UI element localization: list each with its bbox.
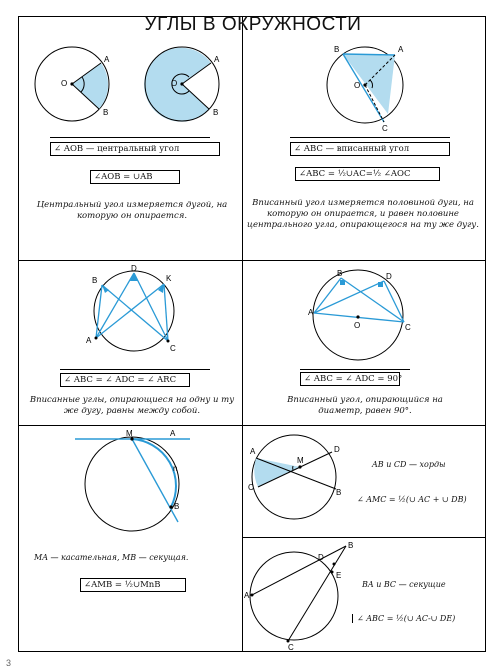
row-divider: [242, 537, 486, 538]
column-divider: [242, 16, 243, 652]
equal-angles-caption: ∠ ABC = ∠ ADC = ∠ ARC: [60, 373, 190, 387]
tangent-secant-text: MA — касательная, MB — секущая.: [34, 553, 189, 562]
tangent-secant-formula: ∠AMB = ½∪MnB: [80, 578, 186, 592]
label-O: O: [61, 79, 68, 88]
secants-text: BA и BC — секущие: [362, 580, 446, 589]
inscribed-angle-caption: ∠ ABC — вписанный угол: [290, 142, 450, 156]
rule: [300, 369, 410, 370]
label-B: B: [174, 502, 180, 511]
tangent-secant-figure: [70, 428, 200, 528]
label-A: A: [244, 591, 250, 600]
label-A: A: [214, 55, 220, 64]
label-n: n: [173, 464, 178, 473]
diameter-angle-caption: ∠ ABC = ∠ ADC = 90°: [300, 372, 400, 386]
rule: [50, 137, 210, 138]
chords-text: AB и CD — хорды: [372, 460, 446, 469]
label-C: C: [248, 483, 254, 492]
inscribed-angle-formula: ∠ABC = ½∪AC=½ ∠AOC: [295, 167, 440, 181]
label-B: B: [336, 488, 342, 497]
label-A: A: [170, 429, 176, 438]
label-A: A: [308, 308, 314, 317]
label-C: C: [288, 643, 294, 652]
secants-formula: ∠ ABC = ½(∪ AC-∪ DE): [352, 614, 455, 623]
rule: [290, 137, 450, 138]
label-B: B: [103, 108, 109, 117]
label-E: E: [336, 571, 342, 580]
label-B: B: [348, 541, 354, 550]
label-D: D: [131, 264, 137, 273]
page-title: УГЛЫ В ОКРУЖНОСТИ: [144, 14, 362, 35]
central-angle-formula: ∠AOB = ∪AB: [90, 170, 180, 184]
label-C: C: [405, 323, 411, 332]
label-D: D: [334, 445, 340, 454]
diameter-angle-note: Вписанный угол, опирающийся на диаметр, равен 90°.: [287, 395, 443, 416]
row-divider: [18, 425, 486, 426]
page-number: 3: [6, 658, 12, 668]
label-B: B: [337, 269, 343, 278]
central-angle-figure: [24, 44, 234, 124]
label-O: O: [354, 81, 361, 90]
central-angle-note: Центральный угол измеряется дугой, на которую он опирается.: [36, 200, 228, 221]
equal-angles-figure: [80, 265, 190, 357]
label-M: M: [297, 456, 304, 465]
chords-formula: ∠ AMC = ½(∪ AC + ∪ DB): [357, 495, 467, 504]
equal-angles-note: Вписанные углы, опирающиеся на одну и ту же дугу, равны между собой.: [29, 395, 235, 416]
label-A: A: [86, 336, 92, 345]
chords-figure: [248, 432, 348, 526]
inscribed-angle-figure: [310, 40, 420, 132]
label-C: C: [170, 344, 176, 353]
label-D: D: [386, 272, 392, 281]
central-angle-caption: ∠ AOB — центральный угол: [50, 142, 220, 156]
label-A: A: [398, 45, 404, 54]
row-divider: [18, 260, 486, 261]
label-A: A: [250, 447, 256, 456]
label-B: B: [213, 108, 219, 117]
two-secants-figure: [244, 540, 358, 652]
label-O: O: [171, 79, 178, 88]
inscribed-angle-note: Вписанный угол измеряется половиной дуги, на которую он опирается, и равен половине центрального угла, опирающегося на ту же дугу.: [247, 198, 479, 230]
label-B: B: [334, 45, 340, 54]
label-K: K: [166, 274, 172, 283]
label-O: O: [354, 321, 361, 330]
label-B: B: [92, 276, 98, 285]
label-D: D: [318, 553, 324, 562]
diameter-angle-figure: [310, 268, 420, 338]
label-A: A: [104, 55, 110, 64]
label-C: C: [382, 124, 388, 133]
label-M: M: [126, 429, 133, 438]
rule: [60, 369, 210, 370]
